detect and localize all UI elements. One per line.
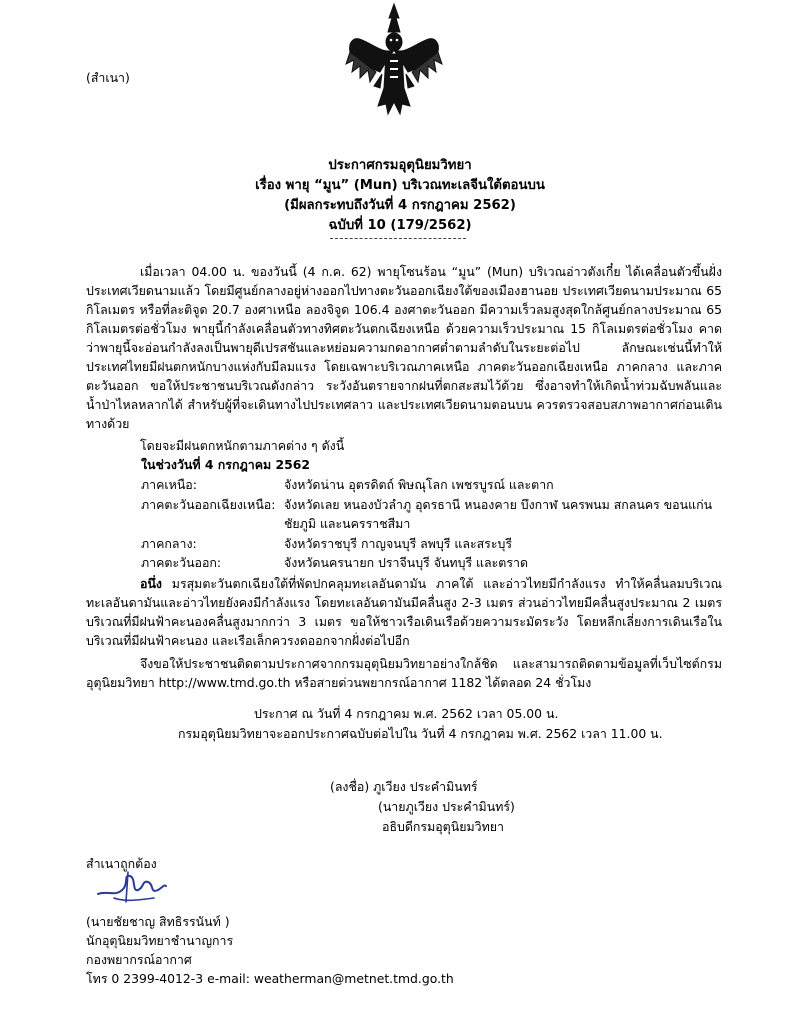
signer-position: อธิบดีกรมอุตุนิยมวิทยา: [382, 819, 504, 834]
garuda-emblem-icon: [344, 2, 444, 120]
document-title: ประกาศกรมอุตุนิยมวิทยา: [328, 158, 472, 173]
region-provinces-northeast: จังหวัดเลย หนองบัวลำภู อุดรธานี หนองคาย บึงกาฬ นครพนม สกลนคร ขอนแก่น: [284, 497, 713, 512]
region-provinces-central: จังหวัดราชบุรี กาญจนบุรี ลพบุรี และสระบุรี: [284, 536, 513, 551]
division-name: กองพยากรณ์อากาศ: [86, 952, 192, 967]
signed-line: (ลงชื่อ) ภูเวียง ประคำมินทร์: [330, 779, 478, 794]
region-provinces-north: จังหวัดน่าน อุตรดิตถ์ พิษณุโลก เพชรบูรณ์ และตาก: [284, 477, 554, 492]
storm-paragraph: เมื่อเวลา 04.00 น. ของวันนี้ (4 ก.ค. 62) พายุโซนร้อน “มูน” (Mun) บริเวณอ่าวตังเกี๋ย ได้เคลื่อนตัวขึ้นฝั่งประเทศเวียดนามแล้ว โดยมีศูนย์กลางอยู่ห่างออกไปทางตะวันออกเฉียงใต้ของเมืองฮานอย ประเทศเวียดนามประมาณ 65 กิโลเมตร หรือที่ละติจูด 20.7 องศาเหนือ ลองจิจูด 106.4 องศาตะวันออก มีความเร็วลมสูงสุดใกล้ศูนย์กลางประมาณ 65 กิโลเมตรต่อชั่วโมง พายุนี้กำลังเคลื่อนตัวทางทิศตะวันตกเฉียงเหนือ ด้วยความเร็วประมาณ 15 กิโลเมตรต่อชั่วโมง คาดว่าพายุนี้จะอ่อนกำลังลงเป็นพายุดีเปรสชันและหย่อมความกดอากาศต่ำตามลำดับในระยะต่อไป ลักษณะเช่นนี้ทำให้ประเทศไทยมีฝนตกหนักบางแห่งกับมีลมแรง โดยเฉพาะบริเวณภาคเหนือ ภาคตะวันออกเฉียงเหนือ ภาคกลาง และภาคตะวันออก ขอให้ประชาชนบริเวณดังกล่าว ระวังอันตรายจากฝนที่ตกสะสมไว้ด้วย ซึ่งอาจทำให้เกิดน้ำท่วมฉับพลันและน้ำป่าไหลหลากได้ สำหรับผู้ที่จะเดินทางไปประเทศลาว และประเทศเวียดนามตอนบน ควรตรวจสอบสภาพอากาศก่อนเดินทางด้วย: [86, 264, 722, 431]
signer-name: (นายภูเวียง ประคำมินทร์): [378, 799, 515, 814]
certifier-name: (นายชัยชาญ สิทธิรรนันท์ ): [86, 914, 230, 929]
region-name-east: ภาคตะวันออก:: [141, 555, 222, 570]
region-name-north: ภาคเหนือ:: [141, 477, 197, 492]
monsoon-text: มรสุมตะวันตกเฉียงใต้ที่พัดปกคลุมทะเลอันดามัน ภาคใต้ และอ่าวไทยมีกำลังแรง ทำให้คลื่นลมบริเวณทะเลอันดามันและอ่าวไทยยังคงมีกำลังแรง โดยทะเลอันดามันมีคลื่นสูง 2-3 เมตร ส่วนอ่าวไทยมีคลื่นสูงประมาณ 2 เมตร บริเวณที่มีฝนฟ้าคะนองคลื่นสูงมากกว่า 3 เมตร ขอให้ชาวเรือเดินเรือด้วยความระมัดระวัง โดยหลีกเลี่ยงการเดินเรือในบริเวณที่มีฝนฟ้าคะนอง และเรือเล็กควรงดออกจากฝั่งต่อไปอีก: [86, 576, 722, 648]
issued-datetime: ประกาศ ณ วันที่ 4 กรกฎาคม พ.ศ. 2562 เวลา 05.00 น.: [254, 706, 559, 721]
monsoon-paragraph: [86, 574, 722, 650]
region-provinces-east: จังหวัดนครนายก ปราจีนบุรี จันทบุรี และตราด: [284, 555, 528, 570]
follow-paragraph: จึงขอให้ประชาชนติดตามประกาศจากกรมอุตุนิยมวิทยาอย่างใกล้ชิด และสามารถติดตามข้อมูลที่เว็บไซต์กรมอุตุนิยมวิทยา http://www.tmd.go.th หรือสายด่วนพยากรณ์อากาศ 1182 ได้ตลอด 24 ชั่วโมง: [86, 656, 722, 690]
forecast-period: ในช่วงวันที่ 4 กรกฎาคม 2562: [141, 457, 310, 472]
region-name-northeast: ภาคตะวันออกเฉียงเหนือ:: [141, 497, 276, 512]
document-effective-date: (มีผลกระทบถึงวันที่ 4 กรกฎาคม 2562): [284, 198, 516, 213]
also-label: อนึ่ง: [140, 576, 162, 591]
next-issue-datetime: กรมอุตุนิยมวิทยาจะออกประกาศฉบับต่อไปใน วันที่ 4 กรกฎาคม พ.ศ. 2562 เวลา 11.00 น.: [178, 726, 663, 741]
region-provinces-northeast-cont: ชัยภูมิ และนครราชสีมา: [284, 516, 411, 531]
title-divider: [330, 238, 466, 239]
region-name-central: ภาคกลาง:: [141, 536, 197, 551]
contact-info: โทร 0 2399-4012-3 e-mail: weatherman@metnet.tmd.go.th: [86, 971, 454, 986]
rain-intro: โดยจะมีฝนตกหนักตามภาคต่าง ๆ ดังนี้: [140, 438, 345, 453]
copy-label: (สำเนา): [86, 70, 130, 85]
certified-copy-label: สำเนาถูกต้อง: [86, 856, 157, 871]
certifier-title: นักอุตุนิยมวิทยาชำนาญการ: [86, 933, 234, 948]
document-subject: เรื่อง พายุ “มูน” (Mun) บริเวณทะเลจีนใต้ตอนบน: [255, 178, 545, 193]
document-issue-number: ฉบับที่ 10 (179/2562): [328, 218, 472, 233]
handwritten-signature-icon: [94, 868, 170, 908]
